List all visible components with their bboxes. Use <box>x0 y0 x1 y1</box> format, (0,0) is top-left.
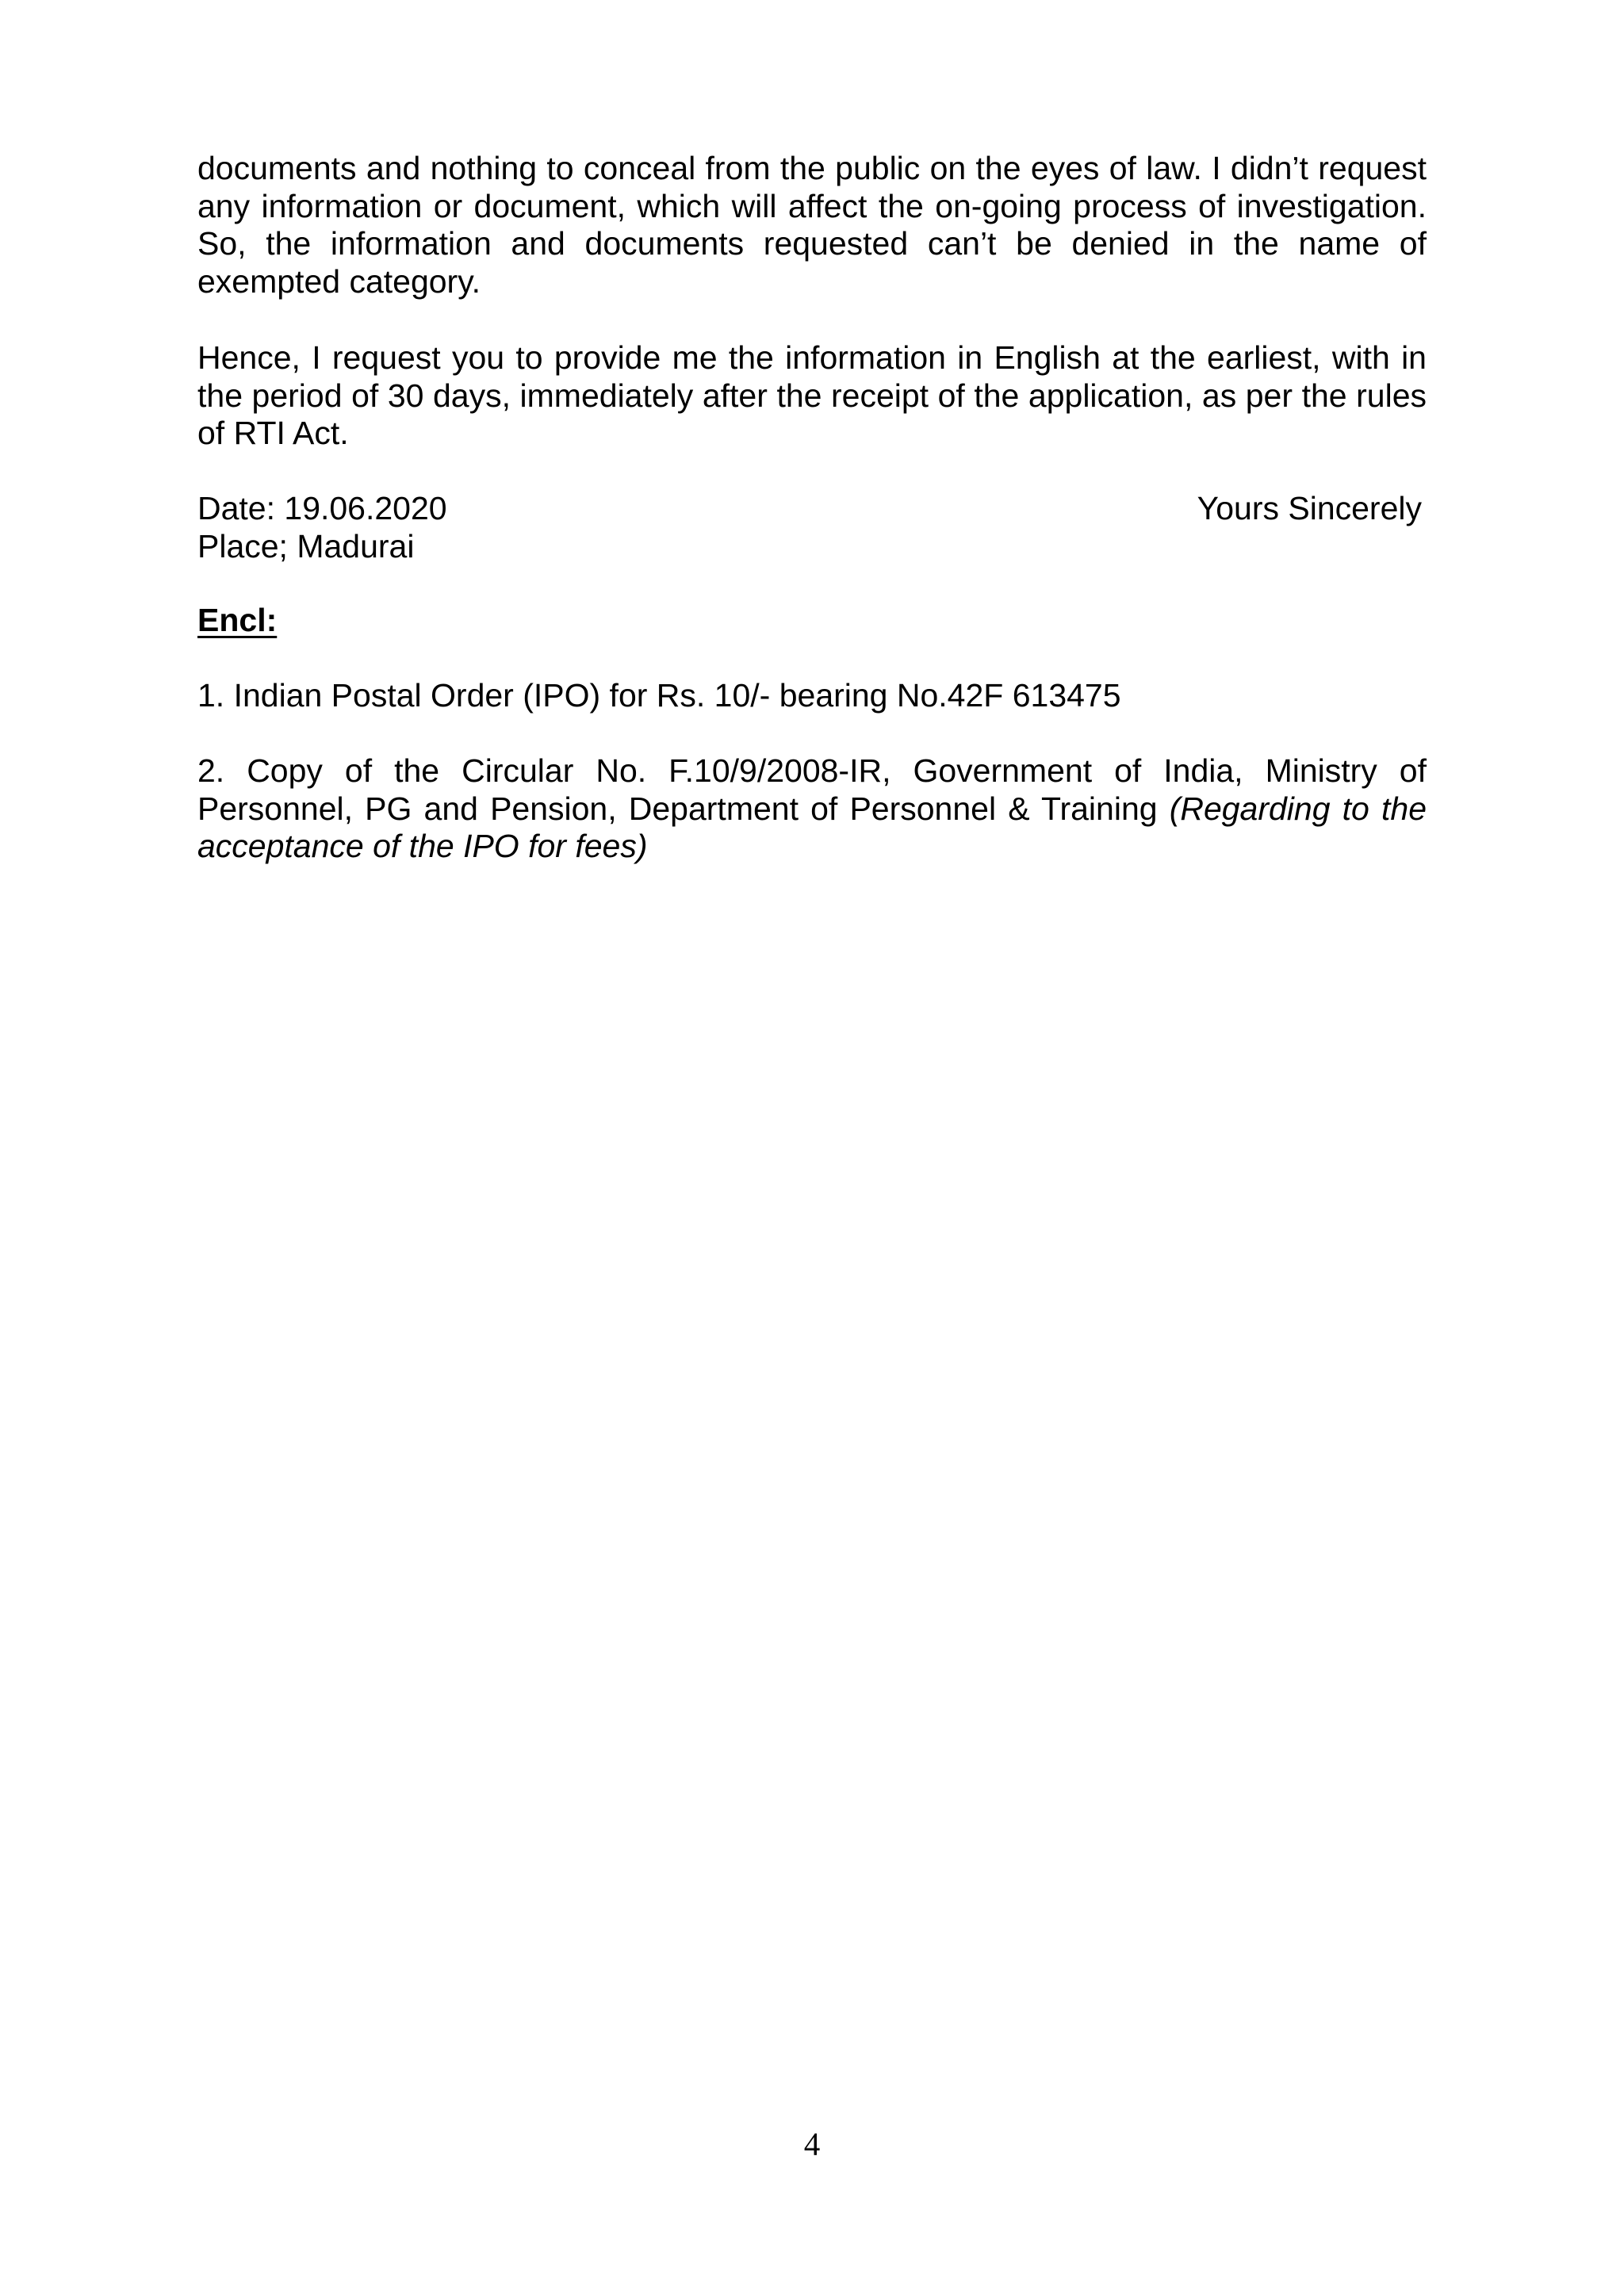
date-place-block <box>197 490 447 565</box>
enclosure-item-2-text: 2. Copy of the Circular No. F.10/9/2008-IR, Government of India, Ministry of Personnel, PG and Pension, Department of Personnel & Training <box>197 752 1427 827</box>
enclosure-item-2-note: (Regarding to the acceptance of the IPO for fees) <box>197 790 1427 864</box>
body-paragraph-1: documents and nothing to conceal from the public on the eyes of law. I didn’t request any information or document, which will affect the on-going process of investigation. So, the information and documents requested can’t be denied in the name of exempted category. <box>197 150 1427 300</box>
signoff: Yours Sincerely <box>1197 490 1422 526</box>
date-place-signoff-row <box>197 490 1427 565</box>
enclosures-section <box>197 602 1427 640</box>
body-paragraph-2: Hence, I request you to provide me the information in English at the earliest, with in the period of 30 days, immediately after the receipt of the application, as per the rules of RTI Act. <box>197 339 1427 451</box>
place-line: Place; Madurai <box>197 527 415 564</box>
enclosures-heading: Encl: <box>197 602 278 638</box>
enclosure-item-2 <box>197 752 1427 866</box>
enclosure-item-1-text: 1. Indian Postal Order (IPO) for Rs. 10/- bearing No.42F 613475 <box>197 677 1121 714</box>
enclosure-item-1 <box>197 677 1427 715</box>
date-line: Date: 19.06.2020 <box>197 490 447 526</box>
page-number: 4 <box>803 2126 821 2162</box>
